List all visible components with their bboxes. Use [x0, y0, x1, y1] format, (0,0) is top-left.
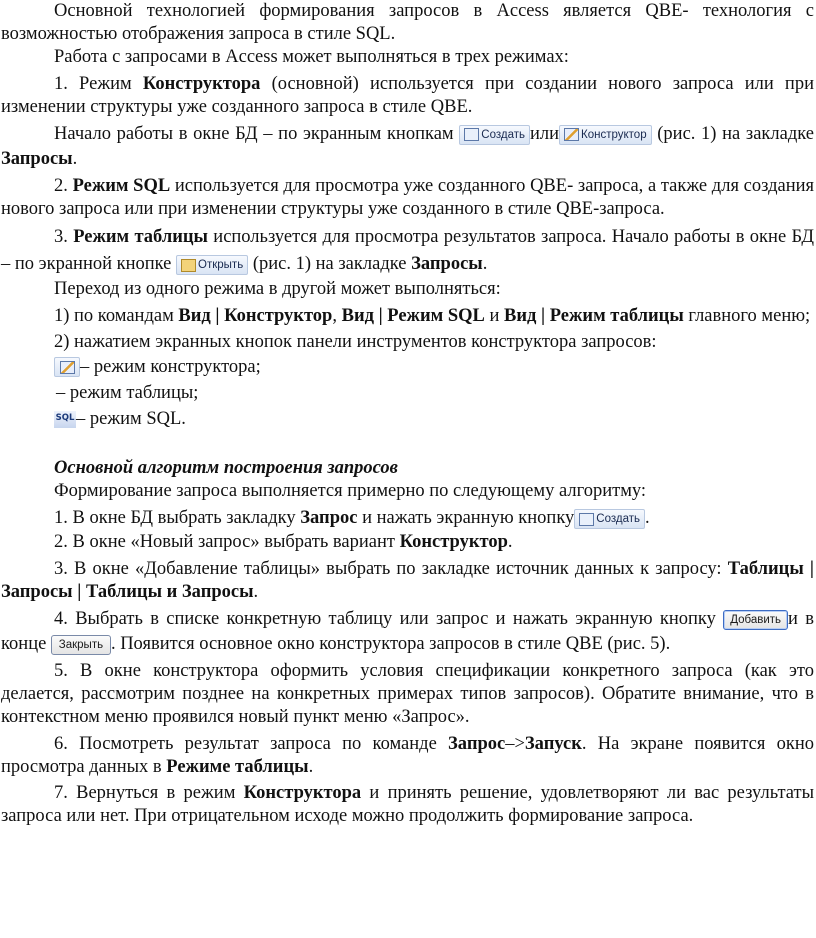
text: 6. Посмотреть результат запроса по команде: [54, 733, 449, 754]
text: Основной технологией формирования запросов в Access является QBE- технология с возможностью отображения запроса в стиле SQL.: [1, 1, 814, 45]
text: 3. В окне «Добавление таблицы» выбрать по закладке источник данных к запросу:: [54, 558, 728, 579]
create-button[interactable]: [574, 509, 645, 529]
paragraph-mode-table: [1, 224, 814, 278]
algorithm-step-4: [1, 607, 814, 657]
text: Формирование запроса выполняется примерно по следующему алгоритму:: [54, 481, 647, 502]
button-label: Создать: [481, 128, 525, 141]
text: .: [308, 756, 314, 777]
bold-term: Таблицы | Запросы | Таблицы и Запросы: [1, 558, 815, 602]
paragraph-mode-sql: [1, 175, 814, 221]
text: .: [645, 508, 650, 529]
bold-term: Запросы: [1, 149, 73, 170]
create-button[interactable]: [459, 125, 530, 145]
text: 1) по командам: [54, 305, 179, 326]
text: (рис. 1) на закладке: [248, 254, 412, 275]
button-label: Конструктор: [581, 128, 647, 141]
paragraph-modes-intro: [1, 46, 814, 69]
design-view-toolbar-button[interactable]: [54, 357, 80, 377]
text: 1. Режим: [54, 73, 143, 94]
text: Начало работы в окне БД – по экранным кнопкам: [54, 124, 460, 145]
mode-table-line: [54, 380, 814, 406]
text: –>: [505, 733, 525, 754]
text: и принять решение, удовлетворяют ли вас результаты запроса или нет. При отрицательном исходе можно продолжить формирование запроса.: [1, 783, 814, 827]
button-label: Создать: [596, 513, 641, 526]
design-view-icon: [564, 128, 579, 141]
algorithm-step-3: [1, 558, 814, 604]
open-folder-icon: [181, 259, 196, 272]
bold-term: Режиме таблицы: [166, 756, 309, 777]
text: Переход из одного режима в другой может выполняться:: [54, 279, 501, 300]
bold-term: Конструктора: [142, 73, 261, 94]
open-button[interactable]: [176, 255, 248, 275]
text: . Появится основное окно конструктора запросов в стиле QBE (рис. 5).: [110, 634, 671, 655]
algorithm-intro: [1, 480, 814, 503]
close-button[interactable]: Закрыть: [51, 635, 111, 655]
text: используется для просмотра результатов запроса. Начало работы в окне БД – по экранной кнопке: [1, 227, 815, 275]
bold-term: Вид | Конструктор: [178, 305, 333, 326]
bold-term: Режим таблицы: [73, 227, 208, 248]
algorithm-step-6: [1, 733, 814, 779]
text: (рис. 1) на закладке: [651, 124, 814, 145]
text: – режим SQL.: [76, 409, 186, 430]
bold-term: Запрос: [300, 508, 358, 529]
text: .: [72, 149, 78, 170]
text: или: [529, 124, 560, 145]
text: используется для просмотра уже созданного QBE- запроса, а также для создания нового запроса или при изменении структуры уже созданного в стиле QBE-запроса.: [1, 176, 815, 220]
algorithm-step-2: [1, 531, 814, 554]
bold-term: Запрос: [448, 733, 506, 754]
bold-term: Запуск: [524, 733, 582, 754]
paragraph-menu-commands: [1, 305, 814, 328]
algorithm-step-7: [1, 782, 814, 828]
paragraph-mode-designer: [1, 73, 814, 119]
paragraph-toolbar-buttons: [1, 331, 814, 354]
text: . На экране появится окно просмотра данных в: [1, 733, 814, 777]
button-label: Открыть: [198, 259, 244, 272]
text: – режим таблицы;: [56, 383, 199, 404]
paragraph-start-work: [1, 122, 814, 172]
designer-button[interactable]: [559, 125, 652, 145]
text: .: [507, 532, 513, 553]
text: Работа с запросами в Access может выполняться в трех режимах:: [54, 47, 569, 68]
bold-term: Запросы: [411, 254, 483, 275]
text: 5. В окне конструктора оформить условия спецификации конкретного запроса (как это делается, рассмотрим позднее на конкретных примерах типов запросов). Обратите внимание, что в контекстном меню проявился новый пункт меню «Запрос».: [1, 661, 814, 728]
text: 2.: [54, 176, 73, 197]
algorithm-step-5: [1, 660, 814, 730]
bold-term: Вид | Режим таблицы: [504, 305, 684, 326]
bold-term: Конструктора: [243, 783, 362, 804]
create-query-icon: [464, 128, 479, 141]
bold-term: Режим SQL: [72, 176, 171, 197]
text: 3.: [54, 227, 74, 248]
add-button[interactable]: Добавить: [723, 610, 788, 630]
create-query-icon: [579, 513, 594, 526]
bold-term: Вид | Режим SQL: [341, 305, 485, 326]
text: – режим конструктора;: [80, 357, 261, 378]
text: 1. В окне БД выбрать закладку: [54, 508, 301, 529]
paragraph-switch-modes: [1, 278, 814, 301]
text: 2) нажатием экранных кнопок панели инструментов конструктора запросов:: [54, 331, 657, 352]
algorithm-heading: [1, 457, 814, 480]
text: 4. Выбрать в списке конкретную таблицу или запрос и нажать экранную кнопку: [54, 609, 724, 630]
design-view-icon: [60, 361, 75, 374]
mode-designer-line: [54, 354, 814, 380]
paragraph-intro: [1, 0, 814, 46]
text: .: [253, 581, 259, 602]
text: и нажать экранную кнопку: [357, 508, 575, 529]
algorithm-step-1: [1, 506, 814, 531]
text: ,: [332, 305, 342, 326]
text: 7. Вернуться в режим: [54, 783, 244, 804]
text: главного меню;: [683, 305, 811, 326]
bold-term: Конструктор: [399, 532, 508, 553]
text: .: [482, 254, 488, 275]
text: Основной алгоритм построения запросов: [54, 458, 398, 479]
sql-view-icon[interactable]: SQL: [54, 411, 76, 428]
text: (основной) используется при создании нового запроса или при изменении структуры уже созданного запроса в стиле QBE.: [1, 73, 814, 117]
mode-sql-line: [54, 406, 814, 432]
text: и: [484, 305, 505, 326]
text: и в конце: [1, 609, 814, 655]
text: 2. В окне «Новый запрос» выбрать вариант: [54, 532, 400, 553]
